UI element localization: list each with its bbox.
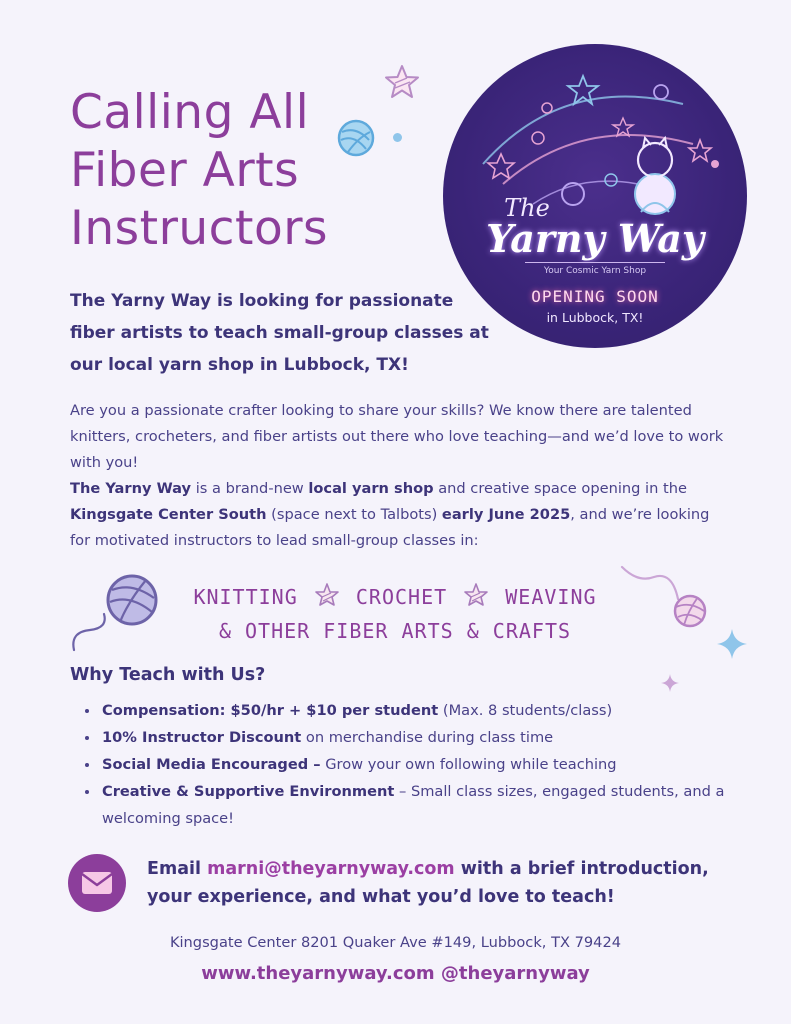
website-and-handle[interactable]: www.theyarnyway.com @theyarnyway (201, 963, 590, 984)
benefit-text: (Max. 8 students/class) (438, 702, 613, 719)
title-line-3: Instructors (70, 201, 329, 256)
list-item (100, 778, 740, 832)
craft-weaving: WEAVING (505, 585, 597, 609)
intro-text-segment: is a brand-new (191, 480, 309, 497)
shop-name-bold: The Yarny Way (70, 480, 192, 497)
benefit-text: Grow your own following while teaching (320, 756, 617, 773)
sparkle-icon (660, 673, 680, 693)
craft-knitting: KNITTING (193, 585, 298, 609)
benefit-bold: Social Media Encouraged – (102, 756, 321, 773)
benefits-list (78, 697, 740, 832)
crafts-row-1 (170, 580, 620, 614)
list-item (100, 724, 740, 751)
yarn-ball-icon (336, 118, 376, 158)
intro-text-segment: and creative space opening in the (433, 480, 687, 497)
cta-prefix: Email (147, 859, 208, 879)
benefit-text: on merchandise during class time (301, 729, 554, 746)
star-icon (464, 583, 488, 607)
why-heading: Why Teach with Us? (70, 665, 266, 685)
date-bold: early June 2025 (441, 506, 571, 523)
yarn-ball-icon (620, 563, 710, 633)
craft-crochet: CROCHET (355, 585, 448, 609)
logo-tagline: Your Cosmic Yarn Shop (543, 266, 647, 276)
crafts-list (170, 580, 620, 648)
logo-divider (525, 262, 665, 263)
shop-address: Kingsgate Center 8201 Quaker Ave #149, Lubbock, TX 79424 (169, 934, 622, 951)
star-icon (384, 64, 420, 100)
lys-bold: local yarn shop (308, 480, 434, 497)
call-to-action (147, 855, 737, 911)
decor-dot (393, 133, 402, 142)
logo-location: in Lubbock, TX! (546, 310, 644, 325)
lead-paragraph: The Yarny Way is looking for passionate fiber artists to teach small-group classes at our local yarn shop in Lubbock, TX! (70, 291, 489, 375)
intro-text (70, 398, 730, 554)
yarn-ball-icon (70, 572, 162, 654)
page-title (70, 84, 328, 258)
cta-suffix: with a brief introduction, your experience, and what you’d love to teach! (147, 859, 709, 907)
title-line-2: Fiber Arts (70, 143, 300, 198)
benefit-bold: Creative & Supportive Environment (102, 783, 395, 800)
mail-icon (68, 854, 126, 912)
envelope-icon (68, 854, 126, 912)
benefit-bold: Compensation: $50/hr + $10 per student (102, 702, 439, 719)
email-link[interactable]: marni@theyarnyway.com (207, 859, 455, 879)
star-icon (315, 583, 339, 607)
benefit-text: – Small class sizes, engaged students, and a welcoming space! (102, 783, 725, 827)
craft-other: & OTHER FIBER ARTS & CRAFTS (218, 619, 572, 643)
sparkle-icon (716, 628, 748, 660)
list-item (100, 697, 740, 724)
list-item (100, 751, 740, 778)
intro-text-segment: , and we’re looking for motivated instructors to lead small-group classes in: (70, 506, 710, 549)
intro-text-segment: (space next to Talbots) (266, 506, 442, 523)
logo-wordmark: Yarny Way (486, 216, 704, 261)
center-bold: Kingsgate Center South (70, 506, 267, 523)
intro-paragraph-1: Are you a passionate crafter looking to share your skills? We know there are talented knitters, crocheters, and fiber artists out there who love teaching—and we’d love to work with you! (70, 402, 724, 471)
logo-opening-soon: OPENING SOON (531, 287, 659, 306)
intro-paragraph-2 (70, 476, 730, 554)
title-line-1: Calling All (70, 85, 310, 140)
benefit-bold: 10% Instructor Discount (102, 729, 302, 746)
logo-the: The (504, 194, 550, 222)
